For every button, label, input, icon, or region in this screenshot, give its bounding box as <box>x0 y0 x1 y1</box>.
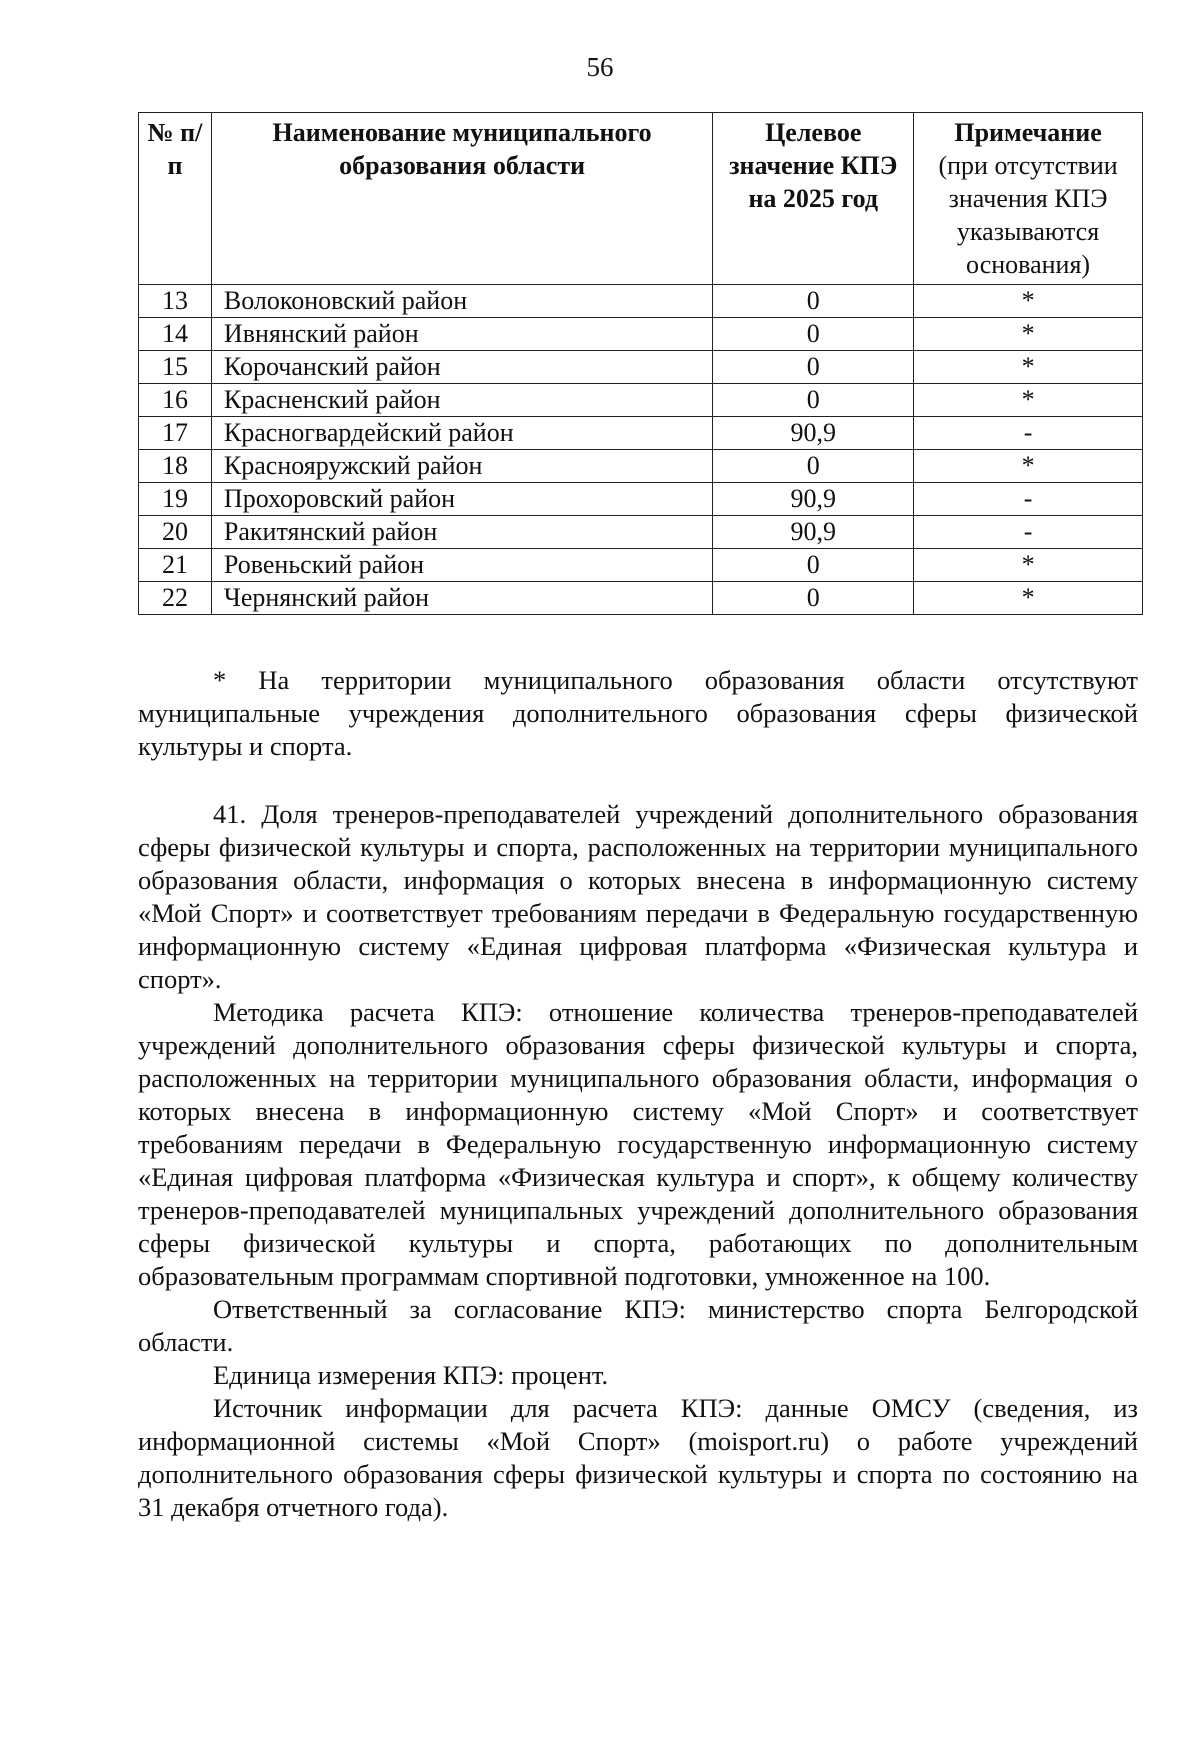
section-paragraph-title: 41. Доля тренеров-преподавателей учреждений дополнительного образования сферы физической культуры и спорта, расположенных на территории муниципального образования области, информация о которых внесена в информационную систему «Мой Спорт» и соответствует требованиям передачи в Федеральную государственную информационную систему «Единая цифровая платформа «Физическая культура и спорт». <box>138 799 1138 994</box>
row-num: 13 <box>139 285 212 318</box>
row-num: 14 <box>139 318 212 351</box>
row-note: * <box>914 384 1143 417</box>
table-row <box>139 450 1143 483</box>
section-paragraph-source: Источник информации для расчета КПЭ: данные ОМСУ (сведения, из информационной системы «Мой Спорт» (moisport.ru) о работе учреждений дополнительного образования сферы физической культуры и спорта по состоянию на 31 декабря отчетного года). <box>138 1393 1138 1522</box>
footnote <box>138 664 1138 763</box>
row-name: Прохоровский район <box>211 483 712 516</box>
row-name: Волоконовский район <box>211 285 712 318</box>
table-row <box>139 582 1143 615</box>
row-note: - <box>914 516 1143 549</box>
row-note: * <box>914 318 1143 351</box>
row-note: * <box>914 549 1143 582</box>
row-value: 90,9 <box>713 483 914 516</box>
row-name: Корочанский район <box>211 351 712 384</box>
table-row <box>139 318 1143 351</box>
table-row <box>139 351 1143 384</box>
row-name: Ракитянский район <box>211 516 712 549</box>
row-name: Ивнянский район <box>211 318 712 351</box>
row-value: 90,9 <box>713 516 914 549</box>
row-name: Красногвардейский район <box>211 417 712 450</box>
footnote-text: * На территории муниципального образования области отсутствуют муниципальные учреждения дополнительного образования сферы физической культуры и спорта. <box>138 665 1138 761</box>
row-num: 20 <box>139 516 212 549</box>
row-note: * <box>914 450 1143 483</box>
table-row <box>139 384 1143 417</box>
row-value: 0 <box>713 450 914 483</box>
table-row <box>139 483 1143 516</box>
header-name: Наименование муниципального образования области <box>211 113 712 285</box>
header-note-title: Примечание <box>954 118 1102 147</box>
row-value: 0 <box>713 549 914 582</box>
kpi-41-section <box>138 798 1138 1524</box>
row-note: * <box>914 582 1143 615</box>
table-header-row <box>139 113 1143 285</box>
row-num: 16 <box>139 384 212 417</box>
table-row <box>139 516 1143 549</box>
row-note: - <box>914 483 1143 516</box>
page-number: 56 <box>586 52 614 82</box>
row-num: 22 <box>139 582 212 615</box>
kpi-table <box>138 112 1143 615</box>
row-name: Чернянский район <box>211 582 712 615</box>
header-note <box>914 113 1143 285</box>
row-num: 21 <box>139 549 212 582</box>
row-num: 15 <box>139 351 212 384</box>
row-name: Краснояружский район <box>211 450 712 483</box>
row-value: 0 <box>713 318 914 351</box>
row-name: Красненский район <box>211 384 712 417</box>
row-num: 19 <box>139 483 212 516</box>
row-note: - <box>914 417 1143 450</box>
header-value: Целевое значение КПЭ на 2025 год <box>713 113 914 285</box>
row-num: 17 <box>139 417 212 450</box>
section-paragraph-method: Методика расчета КПЭ: отношение количества тренеров-преподавателей учреждений дополнительного образования сферы физической культуры и спорта, расположенных на территории муниципального образования области, информация о которых внесена в информационную систему «Мой Спорт» и соответствует требованиям передачи в Федеральную государственную информационную систему «Единая цифровая платформа «Физическая культура и спорт», к общему количеству тренеров-преподавателей муниципальных учреждений дополнительного образования сферы физической культуры и спорта, работающих по дополнительным образовательным программам спортивной подготовки, умноженное на 100. <box>138 997 1138 1291</box>
row-num: 18 <box>139 450 212 483</box>
table-row <box>139 285 1143 318</box>
row-value: 0 <box>713 582 914 615</box>
row-value: 90,9 <box>713 417 914 450</box>
row-note: * <box>914 285 1143 318</box>
row-value: 0 <box>713 384 914 417</box>
table-row <box>139 549 1143 582</box>
row-value: 0 <box>713 351 914 384</box>
section-paragraph-responsible: Ответственный за согласование КПЭ: министерство спорта Белгородской области. <box>138 1294 1138 1357</box>
table-row <box>139 417 1143 450</box>
section-paragraph-unit: Единица измерения КПЭ: процент. <box>213 1360 609 1390</box>
row-note: * <box>914 351 1143 384</box>
header-num: № п/п <box>139 113 212 285</box>
header-note-sub: (при отсутствии значения КПЭ указываются основания) <box>938 151 1118 279</box>
row-value: 0 <box>713 285 914 318</box>
row-name: Ровеньский район <box>211 549 712 582</box>
